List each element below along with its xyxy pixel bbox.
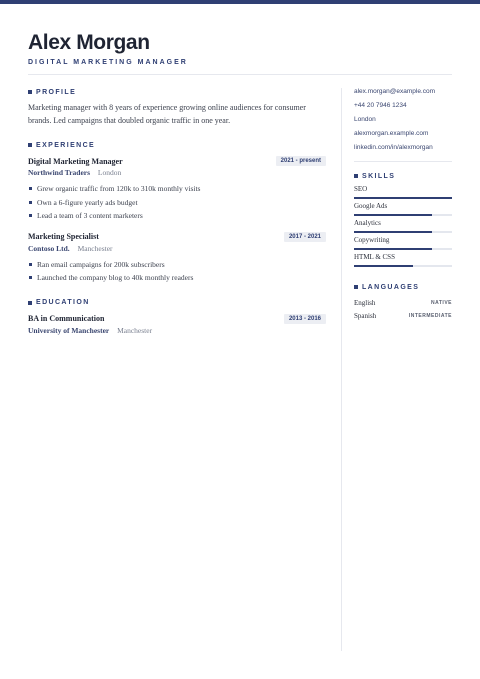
skill-name: Analytics [354, 219, 381, 227]
section-heading-label: EDUCATION [36, 299, 90, 306]
education-entry [28, 313, 326, 337]
language-item [354, 309, 452, 322]
skill-item [354, 202, 452, 216]
achievement-item: Launched the company blog to 40k monthly readers [28, 271, 326, 285]
contact-linkedin-link[interactable]: linkedin.com/in/alexmorgan [354, 144, 433, 151]
skill-item [354, 219, 452, 233]
achievement-list [28, 182, 326, 223]
skill-level-fill [354, 231, 432, 233]
date-badge: 2017 - 2021 [284, 232, 326, 242]
degree-name: BA in Communication [28, 314, 105, 323]
experience-entry [28, 231, 326, 285]
section-heading-skills [354, 170, 452, 182]
section-heading-label: LANGUAGES [362, 283, 420, 291]
contact-city: London [354, 116, 376, 123]
skill-name: HTML & CSS [354, 253, 395, 261]
contact-website-link[interactable]: alexmorgan.example.com [354, 130, 429, 137]
skill-item [354, 253, 452, 267]
section-heading-profile [28, 86, 326, 98]
square-bullet-icon [28, 143, 32, 147]
section-heading-label: SKILLS [362, 172, 396, 180]
main-column [28, 86, 326, 337]
skills-list [354, 185, 452, 267]
skill-level-bar [354, 248, 452, 250]
skill-level-bar [354, 197, 452, 199]
contact-email-link[interactable]: alex.morgan@example.com [354, 88, 436, 95]
accent-top-bar [0, 0, 480, 4]
date-badge: 2021 - present [276, 156, 326, 166]
employer-name: Northwind Traders [28, 168, 91, 177]
square-bullet-icon [28, 301, 32, 305]
language-name: English [354, 298, 376, 307]
achievement-item: Grew organic traffic from 120k to 310k monthly visits [28, 182, 326, 196]
experience-section [28, 139, 326, 285]
achievement-item: Ran email campaigns for 200k subscribers [28, 258, 326, 272]
candidate-name: Alex Morgan [28, 31, 150, 54]
skill-level-fill [354, 214, 432, 216]
skill-level-fill [354, 197, 452, 199]
language-level: NATIVE [431, 299, 452, 306]
skill-name: Google Ads [354, 202, 388, 210]
header-divider [28, 74, 452, 75]
skill-name: SEO [354, 185, 368, 193]
skill-item [354, 236, 452, 250]
date-badge: 2013 - 2016 [284, 314, 326, 324]
sidebar-divider [354, 161, 452, 162]
section-heading-label: PROFILE [36, 88, 77, 96]
contact-phone: +44 20 7946 1234 [354, 102, 407, 109]
square-bullet-icon [354, 174, 358, 178]
job-location: Manchester [77, 243, 113, 253]
skill-level-fill [354, 248, 432, 250]
school-location: Manchester [117, 325, 153, 335]
language-name: Spanish [354, 311, 377, 320]
section-heading-education [28, 297, 326, 309]
skill-level-bar [354, 231, 452, 233]
achievement-item: Lead a team of 3 content marketers [28, 209, 326, 223]
section-heading-label: EXPERIENCE [36, 141, 96, 149]
resume-header [28, 31, 452, 66]
school-name: University of Manchester [28, 325, 110, 335]
square-bullet-icon [354, 285, 358, 289]
section-heading-experience [28, 139, 326, 151]
achievement-list [28, 258, 326, 285]
skill-name: Copywriting [354, 236, 390, 244]
candidate-title: DIGITAL MARKETING MANAGER [28, 59, 188, 66]
skill-level-bar [354, 265, 452, 267]
section-heading-languages [354, 281, 452, 293]
language-level: INTERMEDIATE [408, 312, 452, 319]
profile-summary: Marketing manager with 8 years of experience growing online audiences for consumer brands. Led campaigns that doubled organic traffic in one year. [28, 103, 306, 125]
achievement-item: Own a 6-figure yearly ads budget [28, 196, 326, 210]
square-bullet-icon [28, 90, 32, 94]
education-section [28, 297, 326, 337]
experience-entry [28, 155, 326, 223]
skill-level-fill [354, 265, 413, 267]
employer-name: Contoso Ltd. [28, 243, 70, 253]
sidebar-column [354, 86, 452, 322]
job-role: Digital Marketing Manager [28, 156, 123, 166]
job-location: London [97, 168, 122, 177]
language-item [354, 296, 452, 309]
skill-item [354, 185, 452, 199]
column-divider [341, 88, 342, 651]
job-role: Marketing Specialist [28, 232, 99, 241]
skill-level-bar [354, 214, 452, 216]
